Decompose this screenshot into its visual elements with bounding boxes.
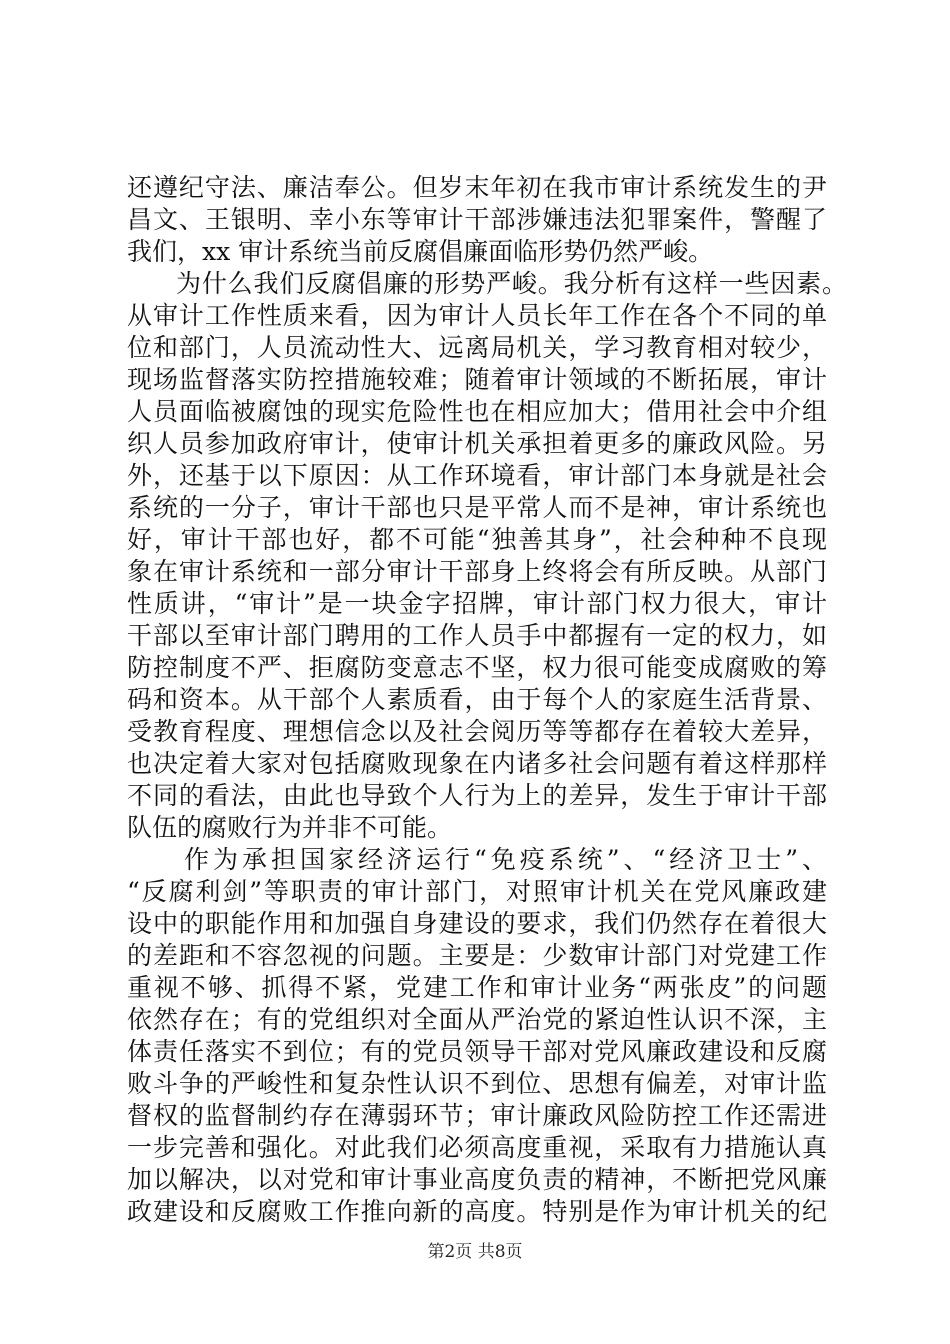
paragraph-first-line: 作为承担国家经济运行“免疫系统”、“经济卫士”、: [184, 845, 827, 874]
text-line: 的差距和不容忽视的问题。主要是：少数审计部门对党建工作: [127, 941, 827, 970]
text-line: 系统的一分子，审计干部也只是平常人而不是神，审计系统也: [127, 493, 827, 522]
text-line: 我们，xx 审计系统当前反腐倡廉面临形势仍然严峻。: [127, 237, 714, 266]
text-line: 象在审计系统和一部分审计干部身上终将会有所反映。从部门: [127, 557, 827, 586]
text-line: 体责任落实不到位；有的党员领导干部对党风廉政建设和反腐: [127, 1037, 827, 1066]
text-line: 政建设和反腐败工作推向新的高度。特别是作为审计机关的纪: [127, 1197, 827, 1226]
text-line: 败斗争的严峻性和复杂性认识不到位、思想有偏差，对审计监: [127, 1069, 827, 1098]
text-line: 位和部门，人员流动性大、远离局机关，学习教育相对较少，: [127, 333, 827, 362]
text-line: 队伍的腐败行为并非不可能。: [127, 813, 453, 842]
text-line: 性质讲，“审计”是一块金字招牌，审计部门权力很大，审计: [127, 589, 827, 618]
text-line: 重视不够、抓得不紧，党建工作和审计业务“两张皮”的问题: [127, 973, 827, 1002]
text-line: 防控制度不严、拒腐防变意志不坚，权力很可能变成腐败的筹: [127, 653, 827, 682]
text-line: 码和资本。从干部个人素质看，由于每个人的家庭生活背景、: [127, 685, 827, 714]
text-line: 昌文、王银明、幸小东等审计干部涉嫌违法犯罪案件，警醒了: [127, 205, 827, 234]
text-line: 依然存在；有的党组织对全面从严治党的紧迫性认识不深，主: [127, 1005, 827, 1034]
text-line: 干部以至审计部门聘用的工作人员手中都握有一定的权力，如: [127, 621, 827, 650]
text-line: 还遵纪守法、廉洁奉公。但岁末年初在我市审计系统发生的尹: [127, 173, 827, 202]
text-line: 从审计工作性质来看，因为审计人员长年工作在各个不同的单: [127, 301, 827, 330]
text-line: 织人员参加政府审计，使审计机关承担着更多的廉政风险。另: [127, 429, 827, 458]
paragraph-first-line: 为什么我们反腐倡廉的形势严峻。我分析有这样一些因素。: [176, 269, 847, 298]
text-line: 好，审计干部也好，都不可能“独善其身”，社会种种不良现: [127, 525, 827, 554]
text-line: 也决定着大家对包括腐败现象在内诸多社会问题有着这样那样: [127, 749, 827, 778]
text-line: “反腐利剑”等职责的审计部门，对照审计机关在党风廉政建: [127, 877, 827, 906]
text-line: 督权的监督制约存在薄弱环节；审计廉政风险防控工作还需进: [127, 1101, 827, 1130]
text-line: 不同的看法，由此也导致个人行为上的差异，发生于审计干部: [127, 781, 827, 810]
text-line: 设中的职能作用和加强自身建设的要求，我们仍然存在着很大: [127, 909, 827, 938]
text-line: 一步完善和强化。对此我们必须高度重视，采取有力措施认真: [127, 1133, 827, 1162]
page-number-footer: 第2页 共8页: [427, 1242, 523, 1262]
text-line: 加以解决，以对党和审计事业高度负责的精神，不断把党风廉: [127, 1165, 827, 1194]
text-line: 现场监督落实防控措施较难；随着审计领域的不断拓展，审计: [127, 365, 827, 394]
text-line: 人员面临被腐蚀的现实危险性也在相应加大；借用社会中介组: [127, 397, 827, 426]
text-line: 受教育程度、理想信念以及社会阅历等等都存在着较大差异，: [127, 717, 827, 746]
text-line: 外，还基于以下原因：从工作环境看，审计部门本身就是社会: [127, 461, 827, 490]
